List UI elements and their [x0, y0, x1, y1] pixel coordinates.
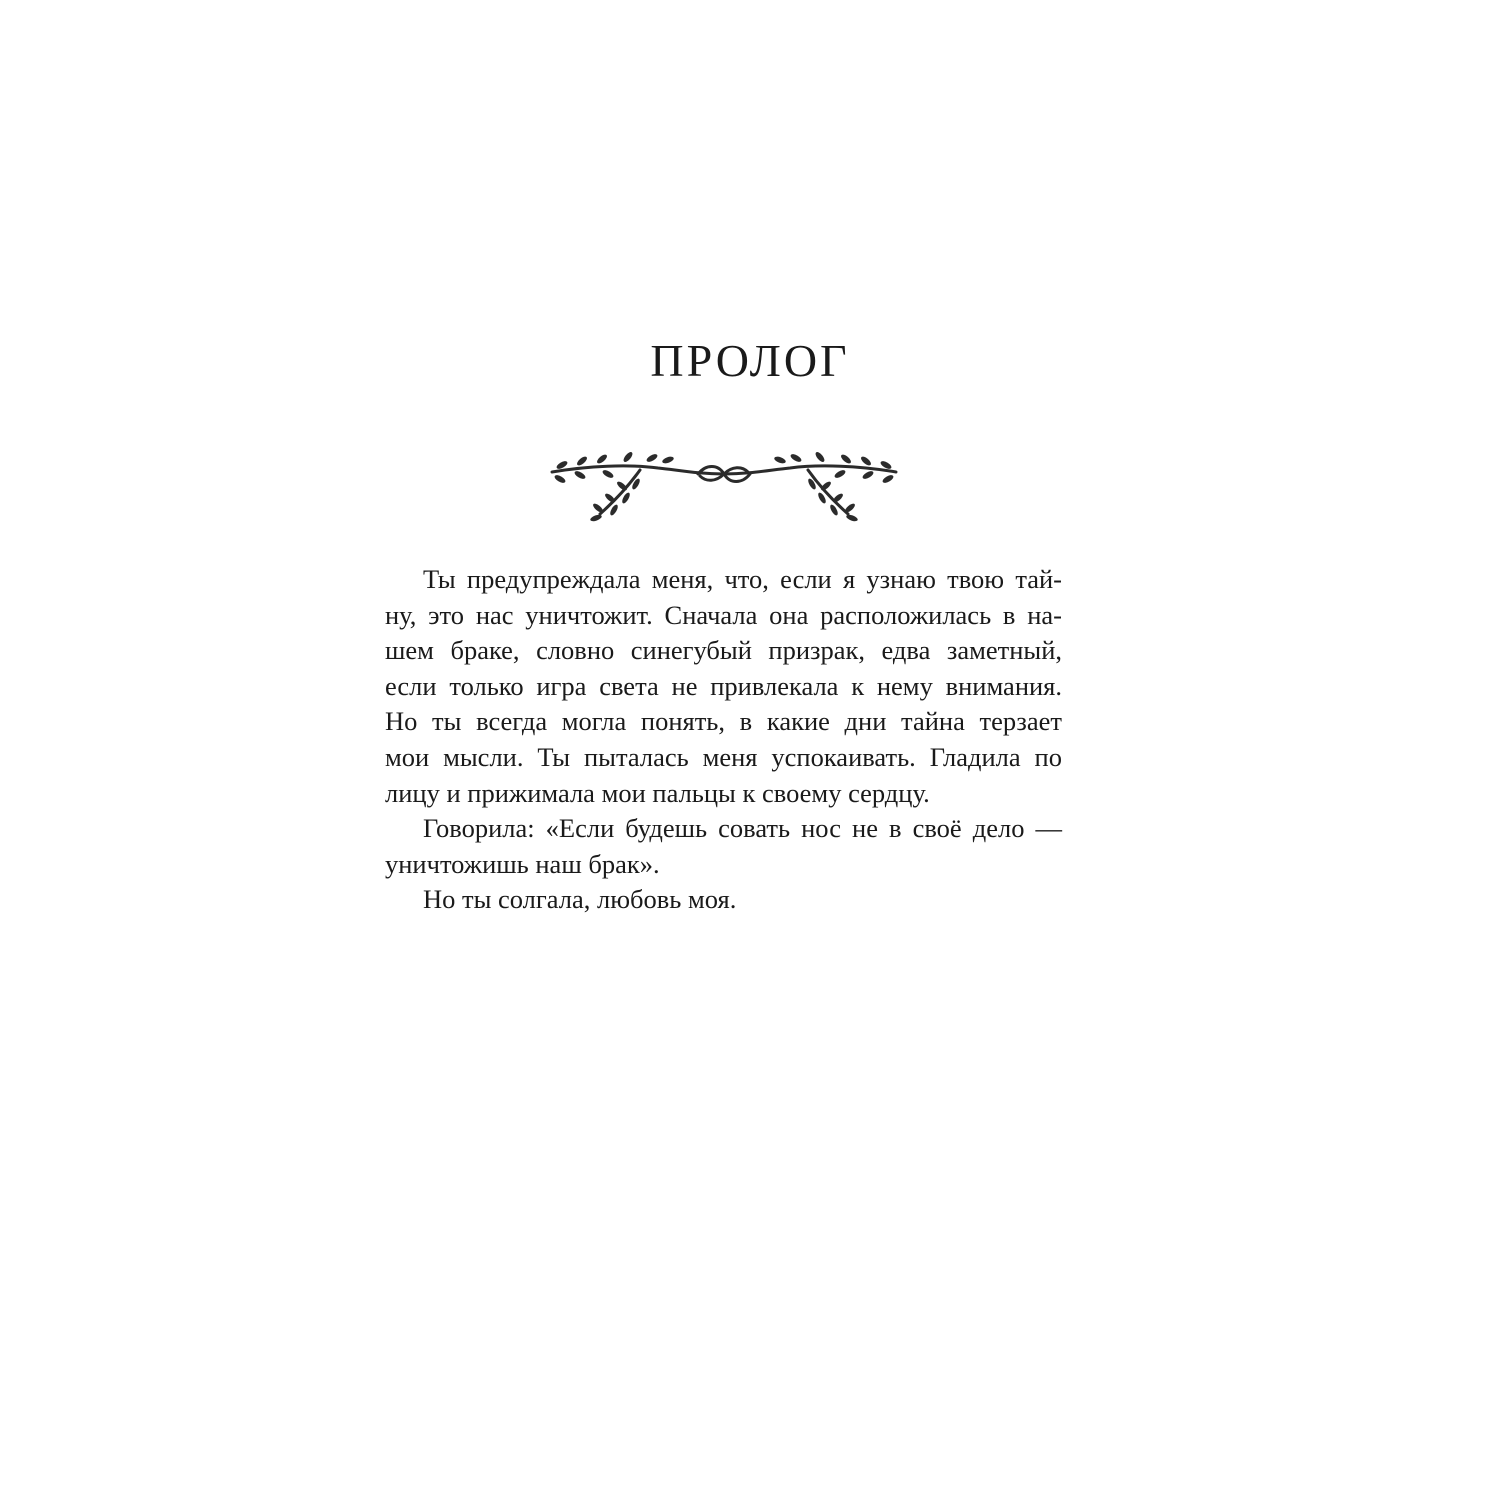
chapter-title: ПРОЛОГ [650, 335, 850, 386]
text-line: ну, это нас уничтожит. Сначала она расположилась в на- [385, 599, 1062, 630]
text-line: уничтожишь наш брак». [385, 848, 660, 879]
text-line: Ты предупреждала меня, что, если я узнаю твою тай- [423, 564, 1062, 594]
vine-divider-ornament-icon [548, 448, 900, 524]
text-line: мои мысли. Ты пыталась меня успокаивать. Гладила по [385, 741, 1062, 772]
text-line: Но ты всегда могла понять, в какие дни тайна терзает [385, 706, 1062, 737]
text-line: если только игра света не привлекала к нему внимания. [385, 670, 1062, 701]
text-line: шем браке, словно синегубый призрак, едва заметный, [385, 635, 1062, 666]
text-line: Говорила: «Если будешь совать нос не в своё дело — [423, 813, 1062, 844]
text-line: Но ты солгала, любовь моя. [423, 884, 737, 915]
text-line: лицу и прижимала мои пальцы к своему сердцу. [385, 777, 930, 808]
chapter-body-text [385, 562, 1062, 918]
